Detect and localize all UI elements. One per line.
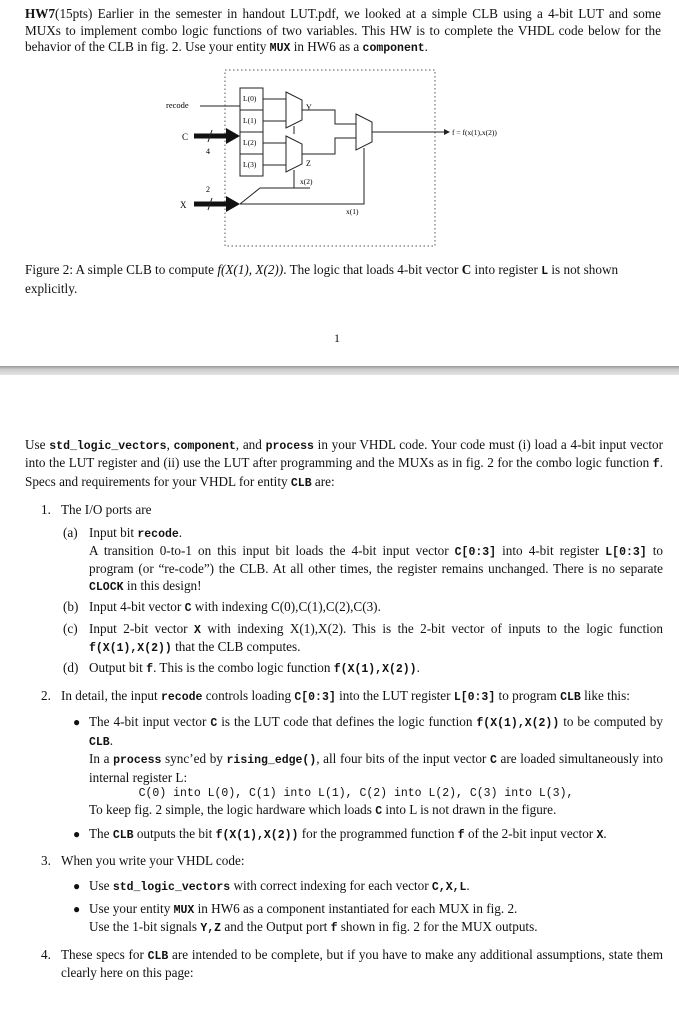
bullet-clb-output: ● The CLB outputs the bit f(X(1),X(2)) for the programmed function f of the 2-bit input vector X.	[73, 825, 607, 842]
assignment-line: C(0) into L(0), C(1) into L(1), C(2) into L(2), C(3) into L(3),	[138, 786, 574, 800]
vhdl-guidelines-list	[61, 878, 663, 938]
wire-x2-branch	[240, 188, 294, 204]
clb-diagram	[160, 68, 540, 250]
spec-intro: Use std_logic_vectors, component, and process in your VHDL code. Your code must (i) load a 4-bit input vector into the LUT register and (ii) use the LUT after programming and the MUXs as in fig. 2 for the combo logic function f. Specs and requirements for your VHDL for entity CLB are:	[25, 437, 663, 490]
spec-list	[25, 502, 663, 981]
mux-z	[286, 136, 302, 172]
port-f: (d) Output bit f. This is the combo logic function f(X(1),X(2)).	[63, 660, 420, 677]
label-recode: recode	[166, 100, 189, 110]
x-bus-arrow	[226, 196, 240, 212]
wire-y	[302, 110, 356, 124]
page-two-body	[25, 437, 663, 991]
bullet-dot: ●	[73, 901, 81, 916]
label-x2: x(2)	[300, 177, 313, 186]
f-arrow	[444, 129, 450, 135]
bullet-dot: ●	[73, 826, 81, 841]
wire-z	[302, 138, 356, 154]
io-ports-list	[61, 525, 663, 679]
figure-caption: Figure 2: A simple CLB to compute f(X(1), X(2)). The logic that loads 4-bit vector C into register L is not shown explicitly.	[25, 262, 619, 296]
port-recode: (a) Input bit recode. A transition 0-to-1 on this input bit loads the 4-bit input vector C[0:3] into 4-bit register L[0:3] to program (or “re-code”) the CLB. At all other times, the register remains unchanged. There is no separate CLOCK in this design!	[63, 524, 663, 594]
bullet-dot: ●	[73, 715, 81, 730]
bullet-std-logic: ● Use std_logic_vectors with correct indexing for each vector C,X,L.	[73, 877, 470, 894]
lut-cell-l0: L(0)	[243, 94, 257, 103]
label-c: C	[182, 132, 189, 142]
port-c: (b) Input 4-bit vector C with indexing C(0),C(1),C(2),C(3).	[63, 599, 381, 616]
port-x: (c) Input 2-bit vector X with indexing X(1),X(2). This is the 2-bit vector of inputs to the logic function f(X(1),X(2)) that the CLB computes.	[63, 620, 663, 656]
mux-y	[286, 92, 302, 128]
label-width-2: 2	[206, 185, 210, 194]
label-x: X	[180, 200, 187, 210]
list-item-1: 1. The I/O ports are (a) Input bit recode. A transition 0-to-1 on this input bit loads the 4-bit input vector C[0:3] into 4-bit register L[0:3] to program (or “re-code”) the CLB. At all other times, the register remains unchanged. There is no separate CLOCK in this design! (b) Input 4-bit vector C with indexing C(0),C(1),C(2),C(3). (c) Input 2-bit vector X with indexing X(1),X(2). This is the 2-bit vector of inputs to the logic function f(X(1),X(2)) that the CLB computes. (d) Output bit f. This is the combo logic function f(X(1),X(2)).	[25, 502, 663, 679]
recode-details-list	[61, 714, 663, 844]
list-item-2: 2. In detail, the input recode controls loading C[0:3] into the LUT register L[0:3] to program CLB like this: ● The 4-bit input vector C is the LUT code that defines the logic function f(X(1),X(2)) to be computed by CLB. In a process sync’ed by rising_edge(), all four bits of the input vector C are loaded simultaneously into internal register L: C(0) into L(0), C(1) into L(1), C(2) into L(2), C(3) into L(3), To keep fig. 2 simple, the logic hardware which loads C into L is not drawn in the figure. ● The CLB outputs the bit f(X(1),X(2)) for the programmed function f of the 2-bit input vector X.	[25, 688, 663, 844]
hw-intro: HW7(15pts) Earlier in the semester in handout LUT.pdf, we looked at a simple CLB using a 4-bit LUT and some MUXs to implement combo logic functions of two variables. This HW is to complete the VHDL code below for the behavior of the CLB in fig. 2. Use your entity MUX in HW6 as a component.	[25, 6, 661, 56]
bullet-lut-code: ● The 4-bit input vector C is the LUT code that defines the logic function f(X(1),X(2)) to be computed by CLB. In a process sync’ed by rising_edge(), all four bits of the input vector C are loaded simultaneously into internal register L: C(0) into L(0), C(1) into L(1), C(2) into L(2), C(3) into L(3), To keep fig. 2 simple, the logic hardware which loads C into L is not drawn in the figure.	[73, 714, 663, 819]
hw-title: HW7	[25, 6, 56, 21]
page-two	[0, 375, 679, 1024]
label-z: Z	[306, 159, 311, 168]
label-output-f: f = f(x(1),x(2))	[452, 128, 497, 137]
c-bus-arrow	[226, 128, 240, 144]
lut-cell-l3: L(3)	[243, 160, 257, 169]
lut-cell-l2: L(2)	[243, 138, 257, 147]
page-separator	[0, 366, 679, 375]
label-width-4: 4	[206, 147, 210, 156]
list-item-3: 3. When you write your VHDL code: ● Use std_logic_vectors with correct indexing for each vector C,X,L. ● Use your entity MUX in HW6 as a component instantiated for each MUX in fig. 2. Use the 1-bit signals Y,Z and the Output port f shown in fig. 2 for the MUX outputs.	[25, 853, 663, 938]
mux-f	[356, 114, 372, 150]
page-one	[0, 0, 679, 366]
label-y: Y	[306, 103, 312, 112]
lut-cell-l1: L(1)	[243, 116, 257, 125]
page-number: 1	[334, 331, 340, 345]
bullet-dot: ●	[73, 878, 81, 893]
label-x1: x(1)	[346, 207, 359, 216]
bullet-mux-component: ● Use your entity MUX in HW6 as a component instantiated for each MUX in fig. 2. Use the 1-bit signals Y,Z and the Output port f shown in fig. 2 for the MUX outputs.	[73, 900, 538, 936]
list-item-4: 4. These specs for CLB are intended to be complete, but if you have to make any additional assumptions, state them clearly here on this page:	[41, 946, 663, 981]
